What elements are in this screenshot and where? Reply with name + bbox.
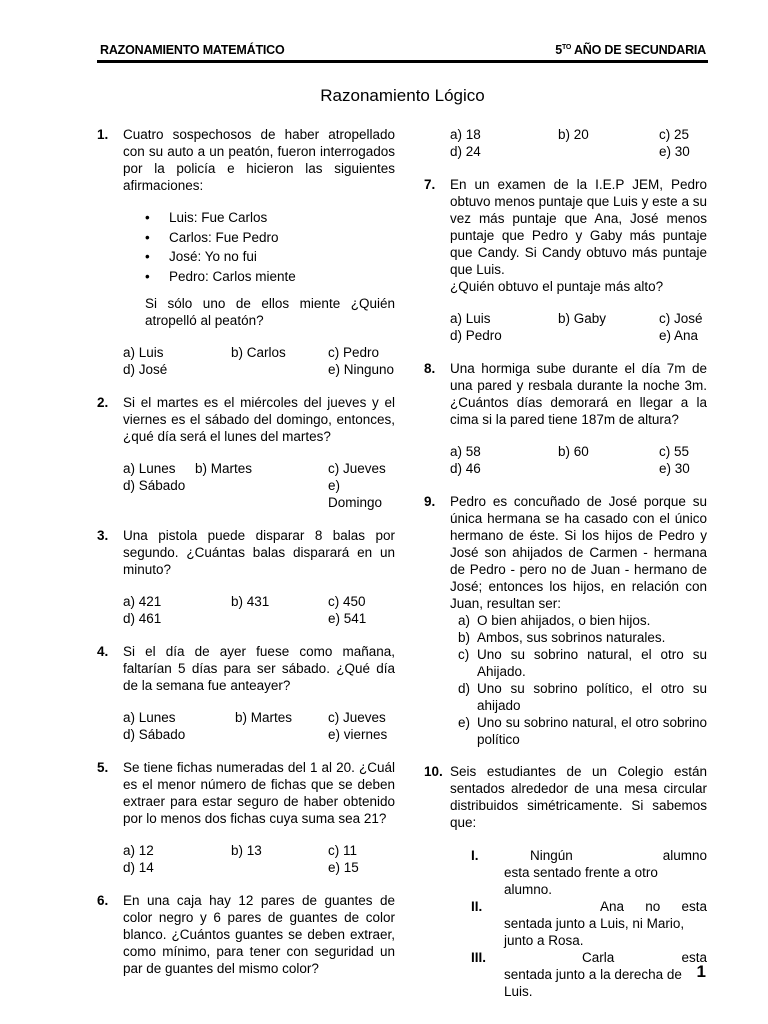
option: a) Lunes <box>123 709 176 725</box>
question-number: 10. <box>424 764 443 779</box>
question-number: 6. <box>97 892 109 908</box>
option: b) 13 <box>231 842 262 858</box>
question-text: Seis estudiantes de un Colegio están sentados alrededor de una mesa circular distribuidos simétricamente. Si sabemos que: <box>450 764 707 830</box>
question-6 <box>97 892 395 977</box>
question-text: En una caja hay 12 pares de guantes de color negro y 6 pares de guantes de color blanco. ¿Cuántos guantes se deben extraer, como mínimo, para tener con seguridad un par de guantes del mismo color? <box>123 892 395 976</box>
statement-item: • Carlos: Fue Pedro <box>145 229 395 246</box>
page-number: 1 <box>696 962 706 981</box>
statement-item: • José: Yo no fui <box>145 248 395 265</box>
question-prompt: Si sólo uno de ellos miente ¿Quién atropelló al peatón? <box>145 295 395 328</box>
option: b) Carlos <box>231 344 286 360</box>
question-number: 3. <box>97 527 109 543</box>
option: a) 12 <box>123 842 154 858</box>
answer-options <box>123 344 395 378</box>
option: d) Pedro <box>450 328 502 343</box>
question-5 <box>97 759 395 876</box>
option: c) Jueves <box>328 460 386 476</box>
answer-options <box>123 709 395 743</box>
page-title: Razonamiento Lógico <box>320 86 485 105</box>
option: b) Martes <box>235 709 293 725</box>
question-1 <box>97 126 395 378</box>
option: a) 58 <box>450 444 481 459</box>
question-3 <box>97 527 395 627</box>
option <box>195 477 328 511</box>
option: b) 20 <box>558 127 589 142</box>
question-6-options <box>450 126 707 160</box>
left-column <box>97 126 395 977</box>
sub-option: e) Uno su sobrino natural, el otro sobrino político <box>458 715 707 747</box>
sub-options <box>450 612 707 748</box>
question-7 <box>424 176 707 344</box>
option: a) 421 <box>123 593 162 609</box>
question-number: 7. <box>424 177 436 192</box>
option: d) Sábado <box>123 477 186 493</box>
statement-item: • Luis: Fue Carlos <box>145 209 395 226</box>
question-text: Se tiene fichas numeradas del 1 al 20. ¿Cuál es el menor número de fichas que se deben extraer para estar seguro de haber obtenido por lo menos dos fichas cuya suma sea 21? <box>123 759 395 826</box>
question-number: 2. <box>97 394 109 410</box>
option <box>235 726 328 743</box>
option: d) 46 <box>450 461 481 476</box>
option: d) 461 <box>123 610 162 626</box>
question-number: 8. <box>424 361 436 376</box>
option: e) 30 <box>659 144 690 159</box>
condition-item: I. Ningún alumno esta sentado frente a otro alumno. <box>471 848 707 897</box>
option: c) José <box>659 311 703 326</box>
option <box>231 361 328 378</box>
question-10 <box>424 763 707 1000</box>
option: b) Martes <box>195 460 253 476</box>
sub-option: b) Ambos, sus sobrinos naturales. <box>458 630 666 645</box>
option: a) 18 <box>450 127 481 142</box>
option: e) Domingo <box>328 477 383 510</box>
option: e) Ana <box>659 328 699 343</box>
header-grade: $5^{TO}$ AÑO DE SECUNDARIA <box>555 43 706 57</box>
option: d) Sábado <box>123 726 186 742</box>
option <box>231 610 328 627</box>
question-text: Pedro es concuñado de José porque su única hermana se ha casado con el único hermano de éste. Si los hijos de Pedro y José son ahijados de Carmen - hermana de Pedro - pero no de Juan - hermano de José; entonces los hijos, en relación con Juan, resultan ser: <box>450 494 707 611</box>
option: e) 541 <box>328 610 367 626</box>
option: e) 30 <box>659 461 690 476</box>
question-number: 5. <box>97 759 109 775</box>
option: c) 450 <box>328 593 366 609</box>
header-subject: RAZONAMIENTO MATEMÁTICO <box>100 43 285 57</box>
condition-item: III. Carla esta sentada junto a la derecha de Luis. <box>471 950 707 999</box>
condition-item: II. Ana no esta sentada junto a Luis, ni Mario, junto a Rosa. <box>471 899 707 948</box>
option: a) Luis <box>450 311 491 326</box>
option: c) Jueves <box>328 709 386 725</box>
option: e) viernes <box>328 726 388 742</box>
option <box>231 859 328 876</box>
right-column <box>424 126 707 1000</box>
option <box>558 143 659 160</box>
option: d) 14 <box>123 859 154 875</box>
question-prompt: ¿Quién obtuvo el puntaje más alto? <box>450 279 664 294</box>
option: e) 15 <box>328 859 359 875</box>
question-number: 1. <box>97 127 109 142</box>
option: d) 24 <box>450 144 481 159</box>
answer-options <box>123 593 395 627</box>
option: c) 25 <box>659 127 690 142</box>
option: b) Gaby <box>558 311 607 326</box>
sub-option: c) Uno su sobrino natural, el otro su Ahijado. <box>458 647 707 679</box>
question-2 <box>97 394 395 511</box>
statement-item: • Pedro: Carlos miente <box>145 268 395 285</box>
option: c) 55 <box>659 444 690 459</box>
question-text: Una pistola puede disparar 8 balas por segundo. ¿Cuántas balas disparará en un minuto? <box>123 527 395 577</box>
answer-options <box>123 842 395 876</box>
sub-option: d) Uno su sobrino político, el otro su ahijado <box>458 681 707 713</box>
question-text: Una hormiga sube durante el día 7m de una pared y resbala durante la noche 3m. ¿Cuántos días demorará en llegar a la cima si la pared tiene 187m de altura? <box>450 361 707 427</box>
option: a) Luis <box>123 344 164 360</box>
option: c) Pedro <box>328 344 380 360</box>
question-9 <box>424 493 707 748</box>
answer-options <box>450 310 707 344</box>
question-text: Si el día de ayer fuese como mañana, faltarían 5 días para ser sábado. ¿Qué día de la semana fue anteayer? <box>123 643 395 693</box>
option <box>558 460 659 477</box>
option: e) Ninguno <box>328 361 395 377</box>
question-text: En un examen de la I.E.P JEM, Pedro obtuvo menos puntaje que Luis y este a su vez más puntaje que Ana, José menos puntaje que Pedro y Gaby más puntaje que Candy. Si Candy obtuvo más puntaje que Luis. <box>450 177 707 277</box>
answer-options <box>123 460 395 511</box>
option: b) 431 <box>231 593 270 609</box>
question-number: 9. <box>424 494 436 509</box>
statement-list <box>123 209 395 285</box>
question-4 <box>97 643 395 743</box>
question-8 <box>424 360 707 477</box>
question-text: Cuatro sospechosos de haber atropellado con su auto a un peatón, fueron interrogados por la policía e hicieron las siguientes afirmaciones: <box>123 127 395 193</box>
question-number: 4. <box>97 643 109 659</box>
answer-options <box>450 443 707 477</box>
option: c) 11 <box>328 842 358 858</box>
option <box>558 327 659 344</box>
option: d) José <box>123 361 168 377</box>
sub-option: a) O bien ahijados, o bien hijos. <box>458 613 651 628</box>
conditions-list <box>450 847 707 1000</box>
question-text: Si el martes es el miércoles del jueves y el viernes es el sábado del domingo, entonces, ¿qué día será el lunes del martes? <box>123 394 395 444</box>
option: b) 60 <box>558 444 589 459</box>
header-divider <box>97 60 708 63</box>
option: a) Lunes <box>123 460 176 476</box>
